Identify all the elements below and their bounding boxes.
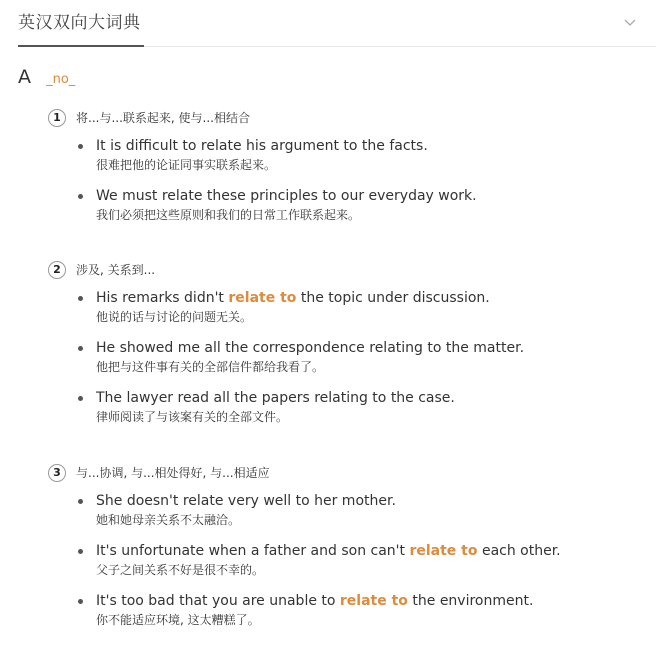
sense-definition: 与...协调, 与...相处得好, 与...相适应 — [76, 466, 270, 480]
sense-heading — [48, 259, 648, 279]
example-item — [78, 591, 648, 631]
example-chinese: 他说的话与讨论的问题无关。 — [96, 310, 253, 324]
sense-block — [48, 107, 648, 226]
example-english: She doesn't relate very well to her mother. — [96, 493, 396, 509]
bullet-icon — [78, 346, 83, 351]
highlighted-phrase: relate to — [409, 543, 478, 559]
bullet-icon — [78, 549, 83, 554]
dictionary-header — [18, 0, 656, 47]
example-chinese: 他把与这件事有关的全部信件都给我看了。 — [96, 360, 325, 374]
sense-definition: 将...与...联系起来, 使与...相结合 — [76, 111, 250, 125]
dictionary-tab-title[interactable]: 英汉双向大词典 — [18, 13, 141, 33]
bullet-icon — [78, 499, 83, 504]
example-item — [78, 541, 648, 581]
highlighted-phrase: relate to — [339, 593, 408, 609]
sense-heading — [48, 462, 648, 482]
bullet-icon — [78, 296, 83, 301]
example-english: It's unfortunate when a father and son can't relate to each other. — [96, 543, 561, 559]
sense-definition: 涉及, 关系到... — [76, 263, 156, 277]
example-item — [78, 388, 648, 428]
sense-block — [48, 259, 648, 428]
example-chinese: 很难把他的论证同事实联系起来。 — [96, 158, 277, 172]
example-chinese: 你不能适应环境, 这太糟糕了。 — [96, 613, 260, 627]
bullet-icon — [78, 144, 83, 149]
example-item — [78, 491, 648, 531]
example-item — [78, 136, 648, 176]
entry-letter: A — [18, 66, 31, 88]
highlighted-phrase: relate to — [228, 290, 297, 306]
bullet-icon — [78, 194, 83, 199]
sense-number: 1 — [48, 109, 66, 127]
example-english: It is difficult to relate his argument to the facts. — [96, 138, 428, 154]
example-item — [78, 288, 648, 328]
entry-heading — [18, 66, 75, 88]
example-english: He showed me all the correspondence relating to the matter. — [96, 340, 525, 356]
sense-heading — [48, 107, 648, 127]
sense-number: 2 — [48, 261, 66, 279]
example-english: The lawyer read all the papers relating to the case. — [96, 390, 455, 406]
example-english: We must relate these principles to our everyday work. — [96, 188, 477, 204]
bullet-icon — [78, 396, 83, 401]
example-chinese: 我们必须把这些原则和我们的日常工作联系起来。 — [96, 208, 361, 222]
chevron-down-icon[interactable] — [624, 16, 636, 28]
example-chinese: 律师阅读了与该案有关的全部文件。 — [96, 410, 289, 424]
bullet-icon — [78, 599, 83, 604]
example-chinese: 她和她母亲关系不太融洽。 — [96, 513, 241, 527]
example-english: It's too bad that you are unable to relate to the environment. — [96, 593, 534, 609]
part-of-speech: _no_ — [46, 71, 76, 87]
sense-block — [48, 462, 648, 631]
active-tab-underline — [18, 45, 144, 47]
sense-number: 3 — [48, 464, 66, 482]
example-english: His remarks didn't relate to the topic under discussion. — [96, 290, 490, 306]
example-chinese: 父子之间关系不好是很不幸的。 — [96, 563, 265, 577]
example-item — [78, 338, 648, 378]
example-item — [78, 186, 648, 226]
